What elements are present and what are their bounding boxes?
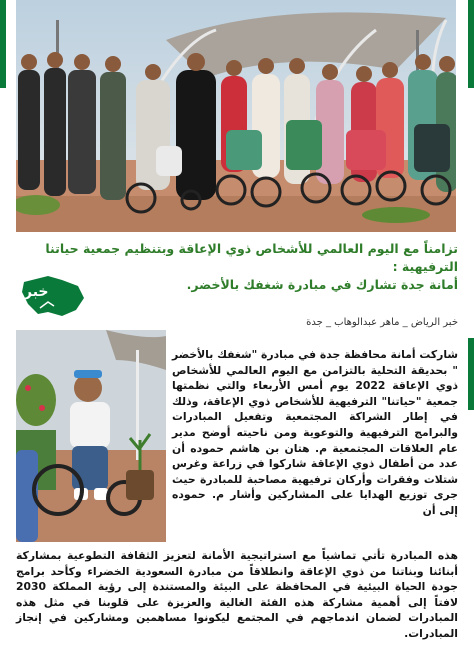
left-accent-bar	[0, 0, 6, 88]
byline: خبر الرياض _ ماهر عبدالوهاب _ جدة	[306, 317, 458, 328]
article-body-full: هذه المبادرة تأتي تماشياً مع استراتيجية الأمانة لتعزيز الثقافة التطوعية بمشاركة أبنائنا وبناتنا من ذوي الإعاقة وانطلاقاً من مبادرة السعودية الخضراء وكأحد برامج جودة الحياة البيئية في المحافظة على البيئة والمستندة إلى رؤية المملكة 2030 لافتاً إلى أهمية مشاركة هذه الفئة الغالية والعزيزة على قلوبنا في مثل هذه المبادرات لضمان اندماجهم في المجتمع ليكونوا مساهمين ومشاركين في إنجاز المبادرات.	[16, 549, 458, 640]
headline-line-1: تزامناً مع اليوم العالمي للأشخاص ذوي الإعاقة وبتنظيم جمعية حياتنا الترفيهية :	[45, 241, 458, 274]
logo-text: خبر	[24, 284, 49, 300]
group-photo	[16, 0, 456, 232]
boy-wheelchair-photo	[16, 330, 166, 542]
headline-line-2: أمانة جدة تشارك في مبادرة شغفك بالأخضر.	[186, 277, 458, 292]
right-mid-accent-bar	[468, 338, 474, 410]
article-body-column: شاركت أمانة محافظة جدة في مبادرة "شغفك بالأخضر " بحديقة التحلية بالتزامن مع اليوم العالمي للأشخاص ذوي الإعاقة 2022 يوم أمس الأربعاء والتي نظمتها جمعية "حياتنا" الترفيهية للأشخاص ذوي الإعاقة، وذلك في إطار الشراكة المجتمعية وتفعيل المبادرات والبرامج الترفيهية والتوعوية ومن ناحيته أوضح مدير عام العلاقات المجتمعية م. هتان بن هاشم حموده أن عدد من أطفال ذوي الإعاقة شاركوا في زراعة وغرس شتلات وفقرات وأركان ترفيهية مصاحبة للمبادرة حيث جرى توزيع الهدايا على المشاركين وأشار م. حموده إلى أن	[172, 348, 458, 517]
right-accent-bar	[468, 0, 474, 88]
